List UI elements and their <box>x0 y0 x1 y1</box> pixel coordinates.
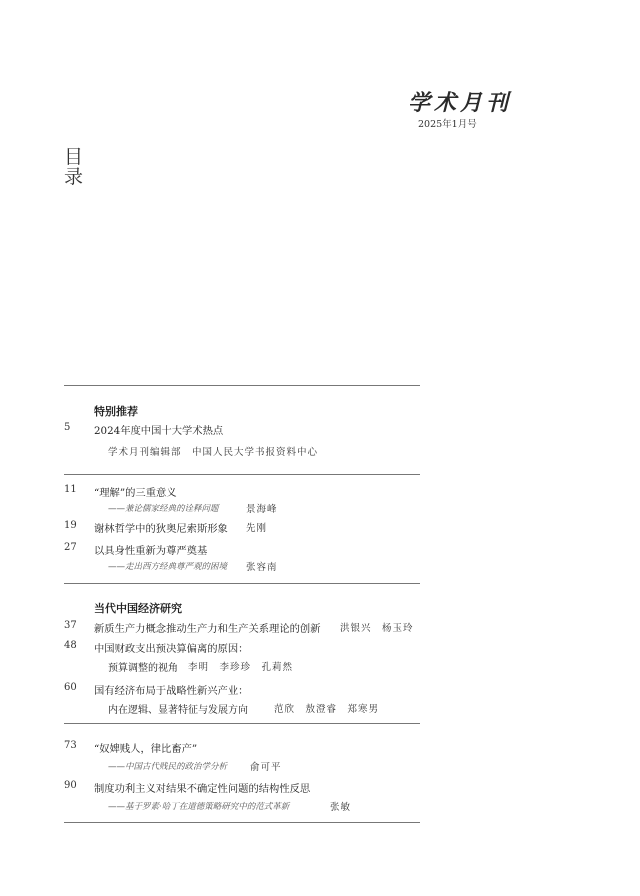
toc-entry[interactable] <box>64 520 420 536</box>
toc-entry[interactable] <box>64 422 420 438</box>
journal-masthead: 学术月刊 <box>408 90 513 116</box>
toc-entry[interactable] <box>64 780 420 796</box>
entry-title: 制度功利主义对结果不确定性问题的结构性反思 <box>94 783 311 795</box>
entry-title: 国有经济布局于战略性新兴产业： <box>94 685 249 697</box>
section-divider <box>64 723 420 724</box>
issue-label: 2025年1月号 <box>418 119 477 130</box>
entry-title: 新质生产力概念推动生产力和生产关系理论的创新 <box>94 623 321 635</box>
page-number: 5 <box>64 422 71 433</box>
section-divider <box>64 583 420 584</box>
page-number: 27 <box>64 542 77 553</box>
toc-entry[interactable] <box>64 740 420 756</box>
entry-subtitle: ——走出西方经典尊严观的困境 <box>108 562 228 572</box>
page-number: 48 <box>64 640 77 651</box>
section-divider <box>64 385 420 386</box>
entry-title: “理解”的三重意义 <box>94 487 177 499</box>
section-divider <box>64 822 420 823</box>
entry-title: 中国财政支出预决算偏离的原因： <box>94 643 249 655</box>
entry-byline: 学术月刊编辑部 中国人民大学书报资料中心 <box>108 447 319 458</box>
entry-author: 俞可平 <box>250 762 282 773</box>
page-number: 60 <box>64 682 77 693</box>
section-heading: 当代中国经济研究 <box>94 602 182 615</box>
page-number: 90 <box>64 780 77 791</box>
page-number: 73 <box>64 740 77 751</box>
entry-title: 以具身性重新为尊严奠基 <box>94 545 208 557</box>
entry-author: 洪银兴 杨玉玲 <box>340 623 414 634</box>
toc-entry[interactable] <box>64 682 420 698</box>
entry-title: 谢林哲学中的狄奥尼索斯形象 <box>94 523 228 535</box>
toc-entry[interactable] <box>64 640 420 656</box>
entry-author: 先刚 <box>246 523 268 534</box>
entry-author: 张容南 <box>246 562 278 573</box>
toc-title: 目录 <box>64 146 84 188</box>
entry-author: 张敏 <box>330 802 352 813</box>
entry-author: 李明 李珍珍 孔莉然 <box>188 662 294 673</box>
entry-subtitle: 预算调整的视角 <box>108 663 178 674</box>
entry-subtitle: ——中国古代贱民的政治学分析 <box>108 762 228 772</box>
section-heading: 特别推荐 <box>94 405 138 418</box>
entry-title: “奴婢贱人，律比畜产” <box>94 743 198 755</box>
entry-subtitle: 内在逻辑、显著特征与发展方向 <box>108 705 248 716</box>
entry-author: 景海峰 <box>246 504 278 515</box>
page-number: 19 <box>64 520 77 531</box>
entry-subtitle: ——基于罗素·哈丁在道德策略研究中的范式革新 <box>108 802 290 812</box>
entry-title: 2024年度中国十大学术热点 <box>94 425 224 437</box>
page-number: 37 <box>64 620 77 631</box>
entry-author: 范欣 敖澄睿 郑寒男 <box>274 704 380 715</box>
entry-subtitle: ——兼论儒家经典的诠释问题 <box>108 504 219 514</box>
toc-entry[interactable] <box>64 484 420 500</box>
toc-entry[interactable] <box>64 542 420 558</box>
section-divider <box>64 474 420 475</box>
page-number: 11 <box>64 484 77 495</box>
